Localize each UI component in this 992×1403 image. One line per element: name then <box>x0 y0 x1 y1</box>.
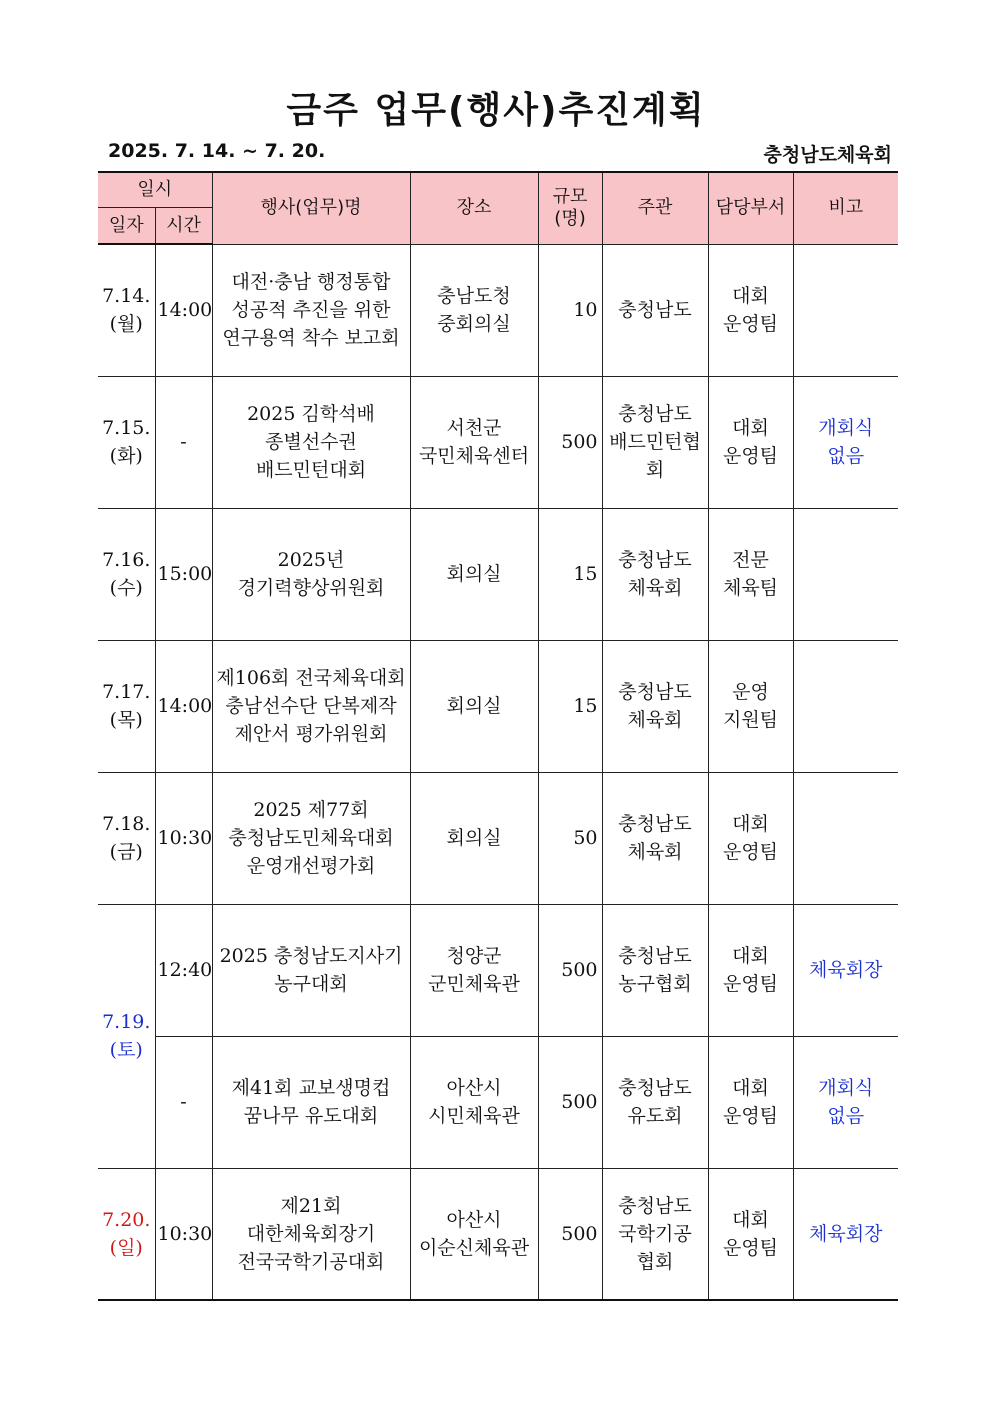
header-schedule: 일시 <box>98 172 212 208</box>
dept-cell: 대회 운영팀 <box>708 772 793 904</box>
scale-cell: 10 <box>538 244 602 376</box>
time-cell: 14:00 <box>155 244 212 376</box>
table-row <box>98 1036 898 1168</box>
page-title: 금주 업무(행사)추진계획 <box>286 90 706 131</box>
dept-cell: 운영 지원팀 <box>708 640 793 772</box>
date-cell: 7.17. (목) <box>98 640 155 772</box>
report-period: 2025. 7. 14. ~ 7. 20. <box>108 140 326 162</box>
table-row <box>98 508 898 640</box>
dept-cell: 대회 운영팀 <box>708 1036 793 1168</box>
scale-cell: 500 <box>538 376 602 508</box>
note-cell: 체육회장 <box>793 1168 898 1300</box>
date-cell: 7.20. (일) <box>98 1168 155 1300</box>
date-cell: 7.16. (수) <box>98 508 155 640</box>
table-row <box>98 244 898 376</box>
place-cell: 회의실 <box>410 508 538 640</box>
event-cell: 대전·충남 행정통합 성공적 추진을 위한 연구용역 착수 보고회 <box>212 244 410 376</box>
place-cell: 청양군 군민체육관 <box>410 904 538 1036</box>
note-cell <box>793 772 898 904</box>
host-cell: 충청남도 체육회 <box>602 640 708 772</box>
time-cell: 12:40 <box>155 904 212 1036</box>
scale-cell: 15 <box>538 640 602 772</box>
scale-cell: 500 <box>538 1036 602 1168</box>
header-scale: 규모 (명) <box>538 172 602 244</box>
note-cell <box>793 640 898 772</box>
host-cell: 충청남도 체육회 <box>602 508 708 640</box>
date-cell: 7.19. (토) <box>98 904 155 1168</box>
scale-cell: 500 <box>538 1168 602 1300</box>
event-cell: 2025 제77회 충청남도민체육대회 운영개선평가회 <box>212 772 410 904</box>
place-cell: 아산시 시민체육관 <box>410 1036 538 1168</box>
time-cell: 14:00 <box>155 640 212 772</box>
table-row <box>98 904 898 1036</box>
place-cell: 아산시 이순신체육관 <box>410 1168 538 1300</box>
dept-cell: 대회 운영팀 <box>708 1168 793 1300</box>
dept-cell: 대회 운영팀 <box>708 244 793 376</box>
time-cell: 15:00 <box>155 508 212 640</box>
dept-cell: 전문 체육팀 <box>708 508 793 640</box>
organization-name: 충청남도체육회 <box>763 144 892 166</box>
scale-cell: 500 <box>538 904 602 1036</box>
note-cell: 개회식 없음 <box>793 1036 898 1168</box>
host-cell: 충청남도 배드민턴협회 <box>602 376 708 508</box>
place-cell: 회의실 <box>410 640 538 772</box>
header-dept: 담당부서 <box>708 172 793 244</box>
header-date: 일자 <box>98 208 155 245</box>
place-cell: 서천군 국민체육센터 <box>410 376 538 508</box>
table-row <box>98 1168 898 1300</box>
note-cell <box>793 508 898 640</box>
note-cell: 체육회장 <box>793 904 898 1036</box>
date-cell: 7.14. (월) <box>98 244 155 376</box>
table-row <box>98 640 898 772</box>
time-cell: 10:30 <box>155 1168 212 1300</box>
scale-cell: 15 <box>538 508 602 640</box>
date-cell: 7.15. (화) <box>98 376 155 508</box>
host-cell: 충청남도 체육회 <box>602 772 708 904</box>
host-cell: 충청남도 유도회 <box>602 1036 708 1168</box>
dept-cell: 대회 운영팀 <box>708 904 793 1036</box>
event-cell: 제21회 대한체육회장기 전국국학기공대회 <box>212 1168 410 1300</box>
time-cell: - <box>155 1036 212 1168</box>
dept-cell: 대회 운영팀 <box>708 376 793 508</box>
host-cell: 충청남도 <box>602 244 708 376</box>
note-cell: 개회식 없음 <box>793 376 898 508</box>
header-place: 장소 <box>410 172 538 244</box>
event-cell: 2025 충청남도지사기 농구대회 <box>212 904 410 1036</box>
host-cell: 충청남도 농구협회 <box>602 904 708 1036</box>
header-host: 주관 <box>602 172 708 244</box>
schedule-table <box>98 171 898 1301</box>
table-row <box>98 772 898 904</box>
event-cell: 2025 김학석배 종별선수권 배드민턴대회 <box>212 376 410 508</box>
time-cell: - <box>155 376 212 508</box>
event-cell: 제41회 교보생명컵 꿈나무 유도대회 <box>212 1036 410 1168</box>
time-cell: 10:30 <box>155 772 212 904</box>
scale-cell: 50 <box>538 772 602 904</box>
header-event: 행사(업무)명 <box>212 172 410 244</box>
date-cell: 7.18. (금) <box>98 772 155 904</box>
place-cell: 회의실 <box>410 772 538 904</box>
header-note: 비고 <box>793 172 898 244</box>
place-cell: 충남도청 중회의실 <box>410 244 538 376</box>
host-cell: 충청남도 국학기공 협회 <box>602 1168 708 1300</box>
note-cell <box>793 244 898 376</box>
event-cell: 제106회 전국체육대회 충남선수단 단복제작 제안서 평가위원회 <box>212 640 410 772</box>
table-row <box>98 376 898 508</box>
event-cell: 2025년 경기력향상위원회 <box>212 508 410 640</box>
header-time: 시간 <box>155 208 212 245</box>
